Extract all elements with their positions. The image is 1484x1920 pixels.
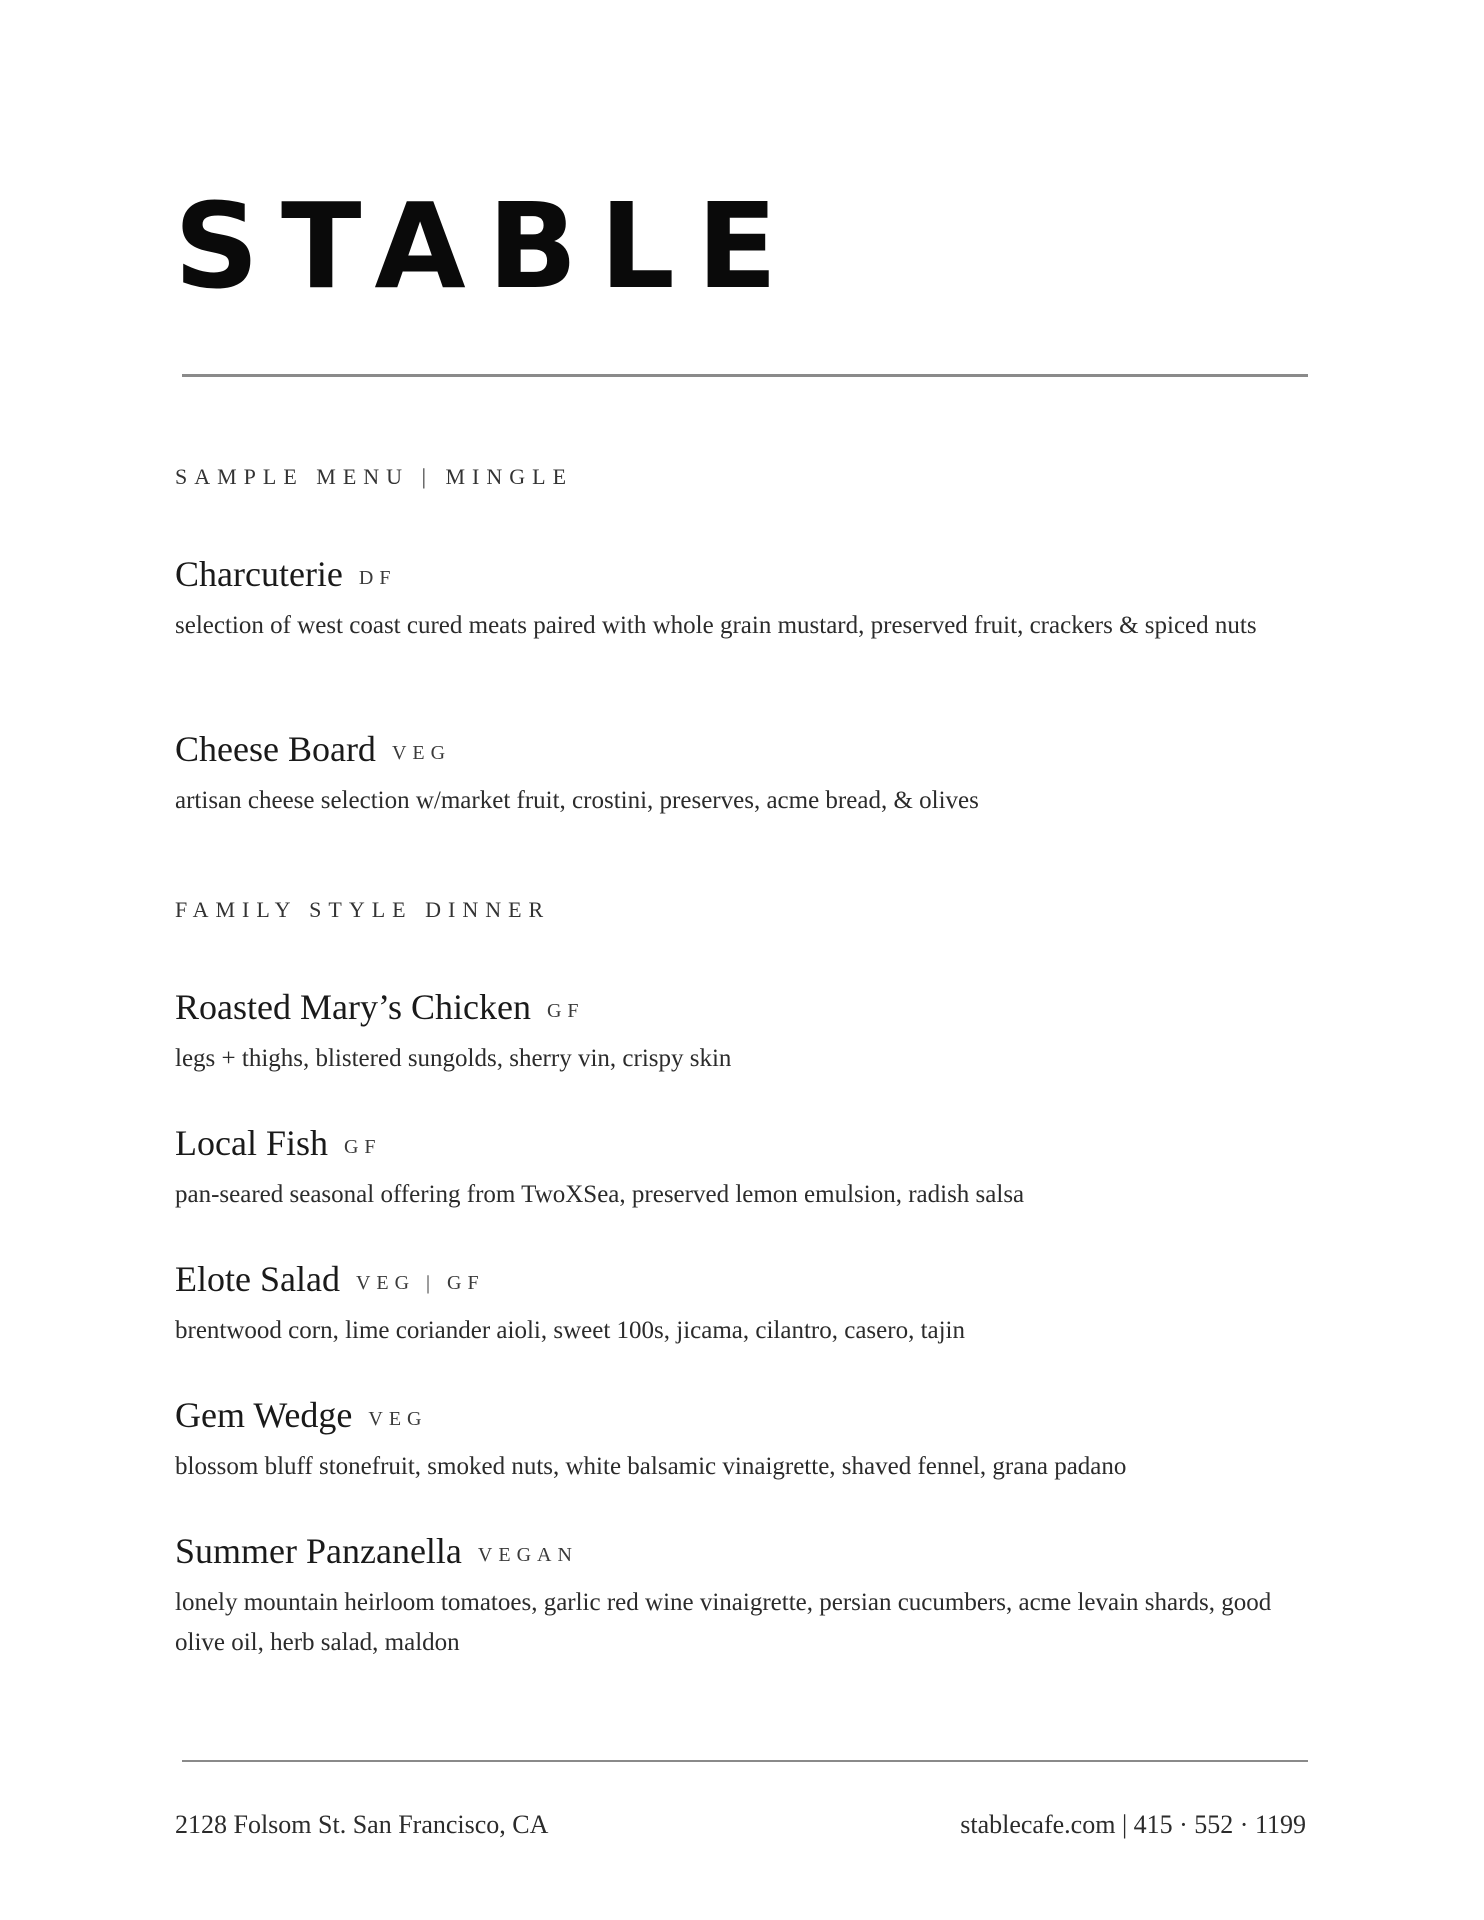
- item-title: [175, 985, 1315, 1033]
- item-title: [175, 1529, 1315, 1577]
- menu-item-local-fish: [175, 1121, 1315, 1215]
- item-title: [175, 727, 1315, 775]
- item-description: selection of west coast cured meats paired with whole grain mustard, preserved fruit, crackers & spiced nuts: [175, 612, 1257, 639]
- dietary-tag: VEG: [391, 742, 452, 764]
- menu-item-cheese-board: [175, 727, 1315, 821]
- menu-item-summer-panzanella: [175, 1529, 1315, 1663]
- footer-divider: [182, 1760, 1308, 1762]
- item-description: brentwood corn, lime coriander aioli, sweet 100s, jicama, cilantro, casero, tajin: [175, 1317, 966, 1344]
- item-description: blossom bluff stonefruit, smoked nuts, white balsamic vinaigrette, shaved fennel, grana padano: [175, 1453, 1127, 1480]
- menu-item-elote-salad: [175, 1257, 1315, 1351]
- item-name: Cheese Board: [175, 729, 376, 769]
- footer-address: 2128 Folsom St. San Francisco, CA: [175, 1810, 549, 1839]
- item-title: [175, 1393, 1315, 1441]
- item-title: [175, 1257, 1315, 1305]
- dietary-tag: VEGAN: [477, 1544, 578, 1566]
- item-name: Gem Wedge: [175, 1395, 353, 1435]
- dietary-tag: GF: [546, 1000, 585, 1022]
- dietary-tag: VEG: [368, 1408, 428, 1430]
- item-name: Summer Panzanella: [175, 1531, 462, 1571]
- item-name: Roasted Mary’s Chicken: [175, 987, 531, 1027]
- menu-item-charcuterie: [175, 552, 1315, 646]
- dietary-tag: GF: [343, 1136, 382, 1158]
- item-title: [175, 1121, 1315, 1169]
- item-description: lonely mountain heirloom tomatoes, garlic red wine vinaigrette, persian cucumbers, acme levain shards, good olive oil, herb salad, maldon: [175, 1589, 1272, 1656]
- item-name: Charcuterie: [175, 554, 343, 594]
- footer-contact: stablecafe.com | 415 · 552 · 1199: [960, 1810, 1306, 1839]
- item-description: artisan cheese selection w/market fruit, crostini, preserves, acme bread, & olives: [175, 787, 979, 814]
- item-name: Local Fish: [175, 1123, 328, 1163]
- brand-logo: STABLE: [174, 177, 800, 315]
- section-label-family-style: FAMILY STYLE DINNER: [175, 897, 551, 922]
- dietary-tag: DF: [358, 567, 397, 589]
- item-description: legs + thighs, blistered sungolds, sherry vin, crispy skin: [175, 1045, 732, 1072]
- menu-item-roasted-chicken: [175, 985, 1315, 1079]
- header-divider: [182, 374, 1308, 377]
- item-title: [175, 552, 1315, 600]
- item-name: Elote Salad: [175, 1259, 340, 1299]
- dietary-tag: VEG | GF: [355, 1272, 485, 1294]
- section-label-mingle: SAMPLE MENU | MINGLE: [175, 464, 574, 489]
- item-description: pan-seared seasonal offering from TwoXSea, preserved lemon emulsion, radish salsa: [175, 1181, 1025, 1208]
- menu-item-gem-wedge: [175, 1393, 1315, 1487]
